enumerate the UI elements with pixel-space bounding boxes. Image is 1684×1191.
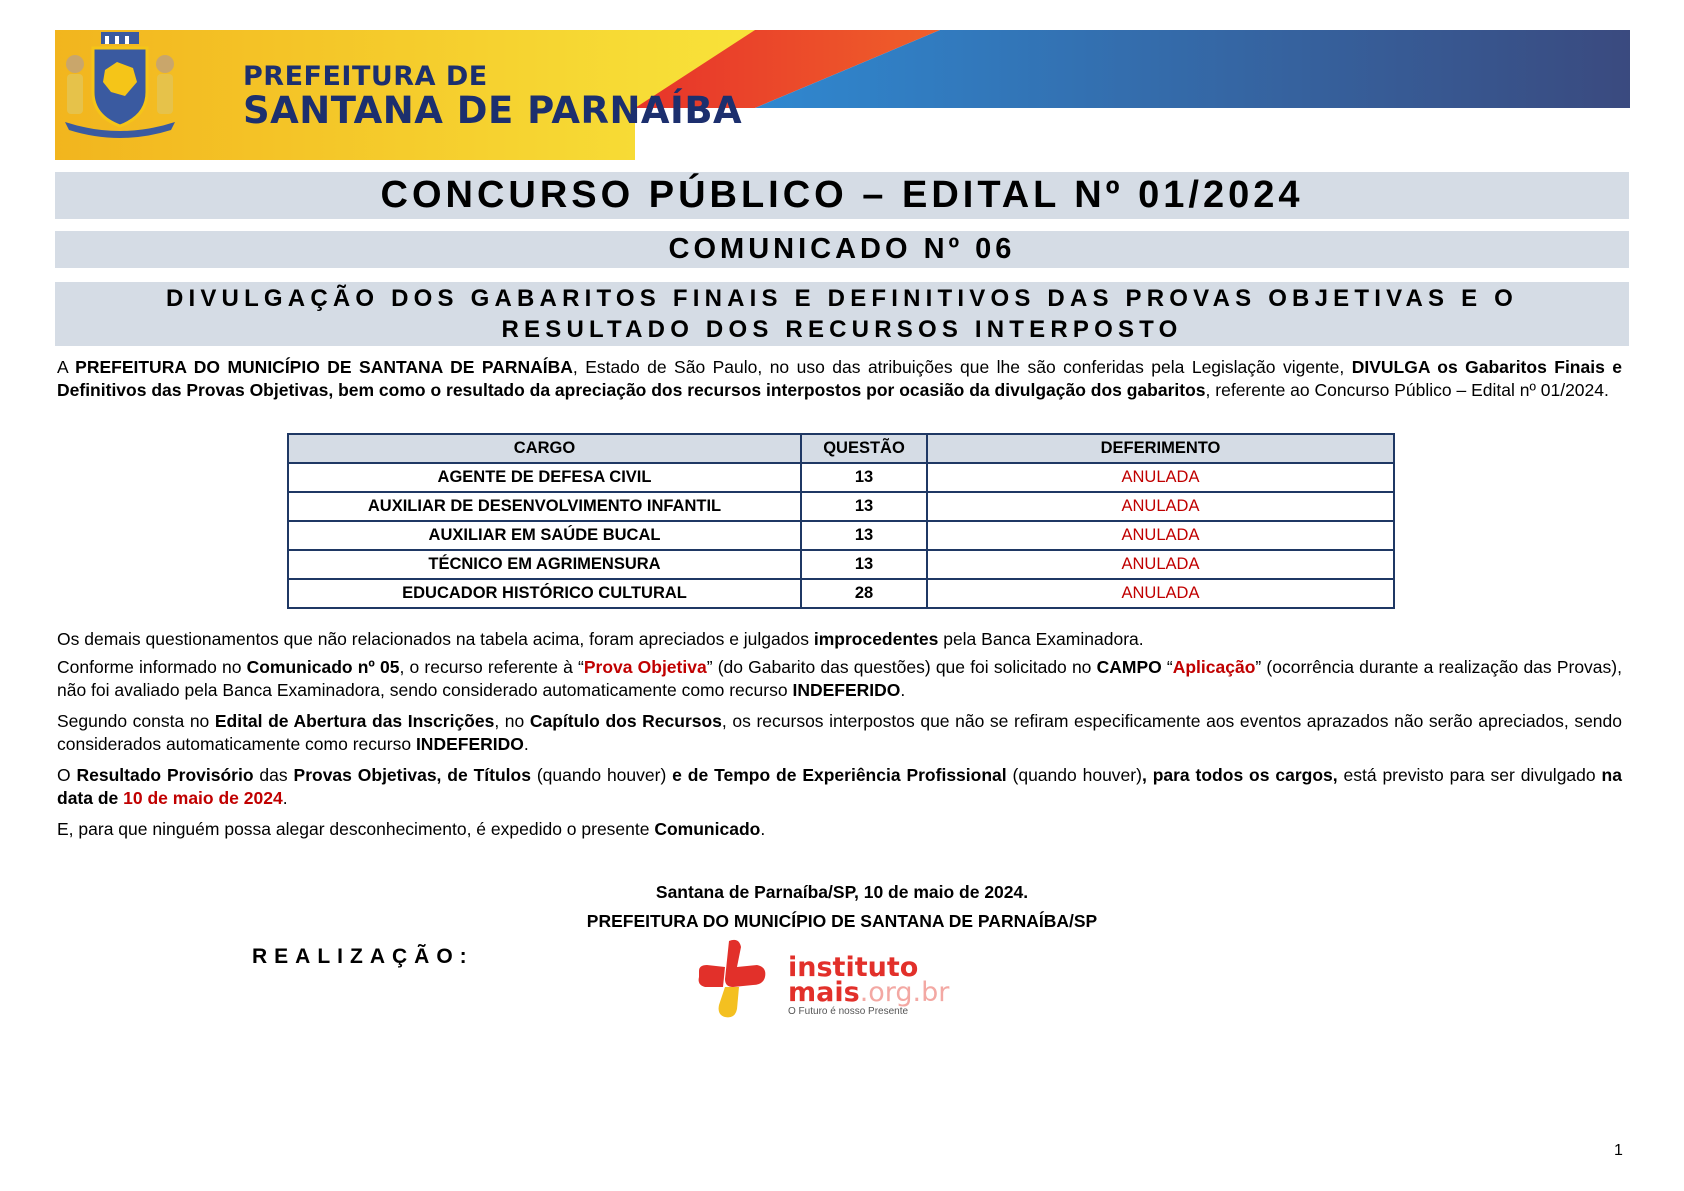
text: . [900,680,906,700]
org-name [243,61,743,132]
red-bold-text: Aplicação [1172,657,1256,677]
cell-questao: 13 [801,492,927,521]
realizacao-label: REALIZAÇÃO: [252,945,474,968]
text: , no [494,711,530,731]
logo-word-mais [788,977,950,1008]
signature-authority: PREFEITURA DO MUNICÍPIO DE SANTANA DE PARNAÍBA/SP [586,911,1098,931]
cell-cargo: AGENTE DE DEFESA CIVIL [288,463,801,492]
logo-word-instituto: instituto [788,952,919,983]
text: Segundo consta no [57,711,215,731]
cell-deferimento: ANULADA [927,463,1394,492]
paragraph-conforme [57,656,1622,702]
intro-text-1: A [57,357,76,377]
subject-title [55,282,1629,346]
text: O [57,765,77,785]
text: Conforme informado no [57,657,247,677]
cell-questao: 13 [801,550,927,579]
paragraph-demais [57,628,1622,651]
org-name-line2: SANTANA DE PARNAÍBA [243,89,743,132]
cell-deferimento: ANULADA [927,550,1394,579]
cell-cargo: EDUCADOR HISTÓRICO CULTURAL [288,579,801,608]
logo-word-mais-a: mais [788,977,860,1008]
text: das [253,765,294,785]
text: “ [1161,657,1173,677]
header-questao: QUESTÃO [801,434,927,463]
text: E, para que ninguém possa alegar desconhecimento, é expedido o presente [57,819,655,839]
logo-tagline: O Futuro é nosso Presente [788,1006,909,1017]
bold-text: Comunicado nº 05 [246,657,400,677]
cell-cargo: TÉCNICO EM AGRIMENSURA [288,550,801,579]
intro-bold-1: PREFEITURA DO MUNICÍPIO DE SANTANA DE PARNAÍBA [75,357,573,377]
intro-paragraph [57,356,1622,402]
text: , o recurso referente à “ [399,657,584,677]
bold-text: CAMPO [1096,657,1162,677]
text: (quando houver) [530,765,673,785]
bold-text: Comunicado [654,819,761,839]
intro-text-2: , Estado de São Paulo, no uso das atribuições que lhe são conferidas pela Legislação vigente, [572,357,1352,377]
paragraph-resultado [57,764,1622,810]
intro-bold-2: DIVULGA os Gabaritos Finais e Definitivos das Provas Objetivas, bem como o resultado da apreciação dos recursos interpostos por ocasião da divulgação dos gabaritos [57,357,1623,400]
header-deferimento: DEFERIMENTO [927,434,1394,463]
table-row [288,492,1394,521]
cell-deferimento: ANULADA [927,521,1394,550]
bold-text: na data de [57,765,1622,808]
bold-text: e de Tempo de Experiência Profissional [672,765,1007,785]
cell-deferimento: ANULADA [927,492,1394,521]
red-bold-text: Prova Objetiva [583,657,707,677]
cell-cargo: AUXILIAR DE DESENVOLVIMENTO INFANTIL [288,492,801,521]
table-row [288,521,1394,550]
cell-questao: 28 [801,579,927,608]
main-title: CONCURSO PÚBLICO – EDITAL Nº 01/2024 [55,172,1629,219]
bold-text: INDEFERIDO [415,734,524,754]
text: . [760,819,766,839]
page-number: 1 [1614,1142,1623,1159]
text: (quando houver) [1006,765,1142,785]
text: pela Banca Examinadora. [938,629,1144,649]
org-name-line1: PREFEITURA DE [243,61,488,92]
paragraph-final [57,818,1622,841]
bold-text: INDEFERIDO [792,680,901,700]
intro-text-3: , referente ao Concurso Público – Edital nº 01/2024. [1205,380,1609,400]
text: Os demais questionamentos que não relacionados na tabela acima, foram apreciados e julgados [57,629,814,649]
header-cargo: CARGO [288,434,801,463]
cell-questao: 13 [801,521,927,550]
cell-deferimento: ANULADA [927,579,1394,608]
subject-title-line1: DIVULGAÇÃO DOS GABARITOS FINAIS E DEFINITIVOS DAS PROVAS OBJETIVAS E O [165,285,1519,312]
results-table [287,433,1395,609]
comunicado-title: COMUNICADO Nº 06 [55,231,1629,268]
paragraph-segundo [57,710,1622,756]
bold-text: Provas Objetivas, de Títulos [293,765,531,785]
text: , os recursos interpostos que não se refiram especificamente aos eventos aprazados não serão apreciados, sendo considerados automaticamente como recurso [57,711,1623,754]
bold-text: Capítulo dos Recursos [529,711,722,731]
bold-text: , para todos os cargos, [1141,765,1338,785]
text: está previsto para ser divulgado [1337,765,1602,785]
cell-questao: 13 [801,463,927,492]
text: ” (ocorrência durante a realização das Provas), não foi avaliado pela Banca Examinadora, sendo considerado automaticamente como recurso [57,657,1622,700]
text: ” (do Gabarito das questões) que foi solicitado no [706,657,1097,677]
table-row [288,579,1394,608]
cell-cargo: AUXILIAR EM SAÚDE BUCAL [288,521,801,550]
instituto-mais-wordmark [788,952,950,1008]
table-header-row [288,434,1394,463]
bold-text: Resultado Provisório [76,765,254,785]
coat-of-arms-icon [55,30,185,138]
subject-title-line2: RESULTADO DOS RECURSOS INTERPOSTO [501,316,1183,343]
logo-word-mais-b: .org.br [859,977,950,1008]
bold-text: improcedentes [813,629,939,649]
table-row [288,463,1394,492]
text: . [523,734,529,754]
header-banner [55,30,1630,160]
text: . [282,788,288,808]
table-row [288,550,1394,579]
signature-place-date: Santana de Parnaíba/SP, 10 de maio de 2024. [655,882,1029,902]
red-bold-text: 10 de maio de 2024 [123,788,283,808]
bold-text: Edital de Abertura das Inscrições [214,711,495,731]
